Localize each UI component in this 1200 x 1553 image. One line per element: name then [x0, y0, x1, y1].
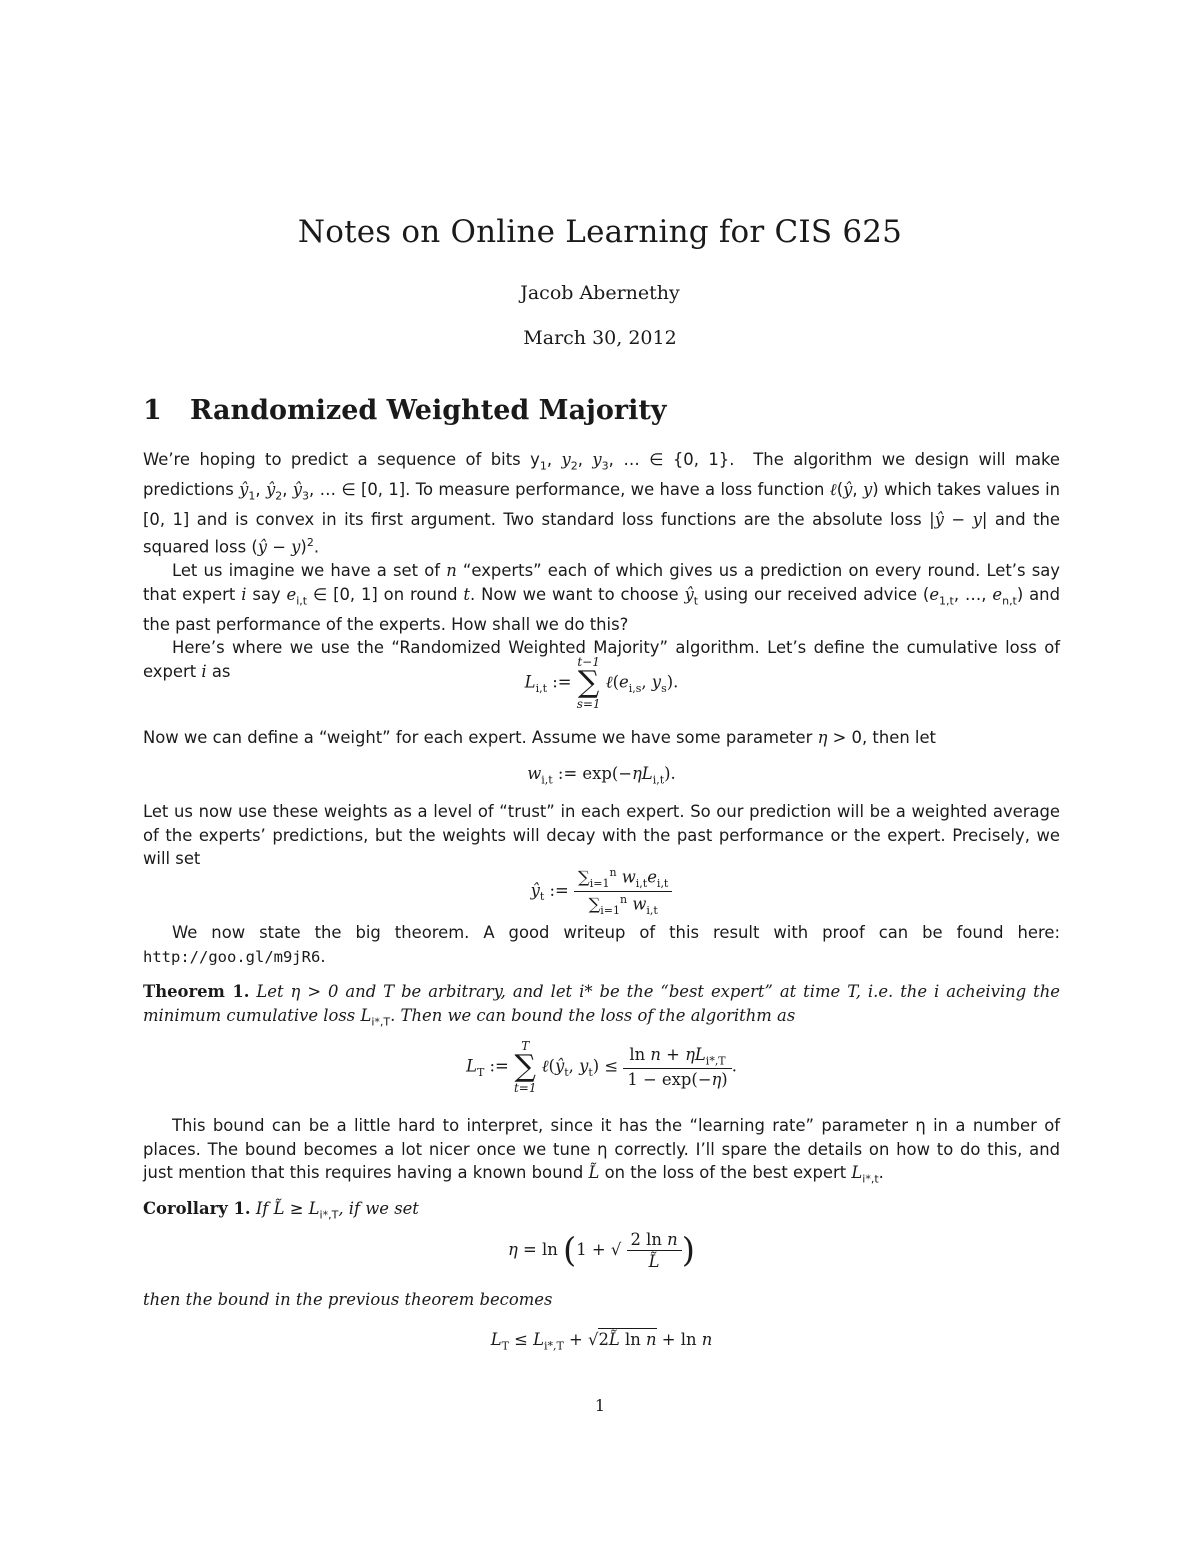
equation-eta: η = ln (1 + √ $\frac{\text{2 ln n}}{L̃}$ )	[508, 1230, 695, 1271]
paragraph-experts: Let us imagine we have a set of n “experts” each of which gives us a prediction on every round. Let’s say that expert i say $e_{i,t}$ ∈ [0, 1] on round t. Now we want to choose $ŷ_t$ using our received advice ($e_{1,t}$, …, $e_{n,t}$) and the past performance of the experts. How shall we do this?	[143, 561, 1060, 634]
corollary-conclusion: then the bound in the previous theorem becomes	[143, 1290, 553, 1309]
corollary-label: Corollary 1.	[143, 1199, 251, 1218]
paragraph-tuning: This bound can be a little hard to interpret, since it has the “learning rate” parameter η in a number of places. The bound becomes a lot nicer once we tune η correctly. I’ll spare the details on how to do this, and just mention that this requires having a known bound L̃ on the loss of the best expert $L_{i*,t}$.	[143, 1116, 1060, 1186]
paragraph-theorem-intro: We now state the big theorem. A good writeup of this result with proof can be found here: http://goo.gl/m9jR6.	[143, 923, 1060, 966]
equation-theorem-bound: $L_T$ := T ∑ t=1 $\ell(ŷ_t$, $y_t$) ≤ $\frac{\ln n + \eta L_{i*,T}}{1 - \exp(-\eta)}$ .	[466, 1039, 737, 1095]
section-number: 1	[143, 395, 162, 426]
corollary-1: Corollary 1. If L̃ ≥ $L_{i*,T}$, if we set	[143, 1199, 419, 1222]
equation-prediction: $ŷ_t$ := $\frac{\sum_{i=1}^n w_{i,t}e_{i,t}}{\sum_{i=1}^n w_{i,t}}$	[143, 866, 1060, 917]
equation-cumulative-loss: $L_{i,t}$ := t−1 ∑ s=1 $\ell(e_{i,s}$, $y_s$).	[524, 655, 679, 711]
paper-date: March 30, 2012	[523, 327, 677, 349]
equation-weight: $w_{i,t}$ := $\exp(-\eta L_{i,t})$.	[527, 764, 676, 787]
page-number: 1	[594, 1396, 606, 1415]
theorem-label: Theorem 1.	[143, 982, 250, 1001]
paragraph-intro: We’re hoping to predict a sequence of bits $y_1$, $y_2$, $y_3$, … ∈ {0, 1}. The algorithm we design will make predictions $ŷ_1$, $ŷ_2$, $ŷ_3$, … ∈ [0, 1]. To measure performance, we have a loss function ℓ(ŷ, y) which takes values in [0, 1] and is convex in its first argument. Two standard loss functions are the absolute loss |ŷ − y| and the squared loss (ŷ − y)$^2$. Let us imagine we have a set of n “experts” each of which gives us a prediction on every round. Let’s say that expert i say $e_{i,t}$ ∈ [0, 1] on round t. Now we want to choose $ŷ_t$ using our received advice ($e_{1,t}$, …, $e_{n,t}$) and the past performance of the experts. How shall we do this? Here’s where we use the “Randomized Weighted Majority” algorithm. Let’s define the cumulative loss of expert i as	[143, 448, 1060, 684]
paragraph-trust: Let us now use these weights as a level of “trust” in each expert. So our prediction will be a weighted average of the experts’ predictions, but the weights will decay with the past performance or the expert. Precisely, we will set	[143, 802, 1060, 869]
writeup-link[interactable]: http://goo.gl/m9jR6	[143, 947, 321, 966]
section-heading	[143, 395, 666, 426]
section-title: Randomized Weighted Majority	[190, 395, 667, 426]
paragraph-weight: Now we can define a “weight” for each expert. Assume we have some parameter η > 0, then let	[143, 728, 936, 747]
paper-title: Notes on Online Learning for CIS 625	[297, 214, 903, 250]
paper-author: Jacob Abernethy	[520, 282, 680, 304]
theorem-1: Theorem 1. Let η > 0 and T be arbitrary, and let i* be the “best expert” at time T, i.e. the i acheiving the minimum cumulative loss $L_{i*,T}$. Then we can bound the loss of the algorithm as	[143, 982, 1060, 1028]
paragraph-rwm: Here’s where we use the “Randomized Weighted Majority” algorithm. Let’s define the cumulative loss of expert i as	[143, 638, 1060, 682]
equation-corollary-bound: $L_T \le L_{i*,T}$ + √2L̃ ln n + ln n	[490, 1330, 713, 1353]
